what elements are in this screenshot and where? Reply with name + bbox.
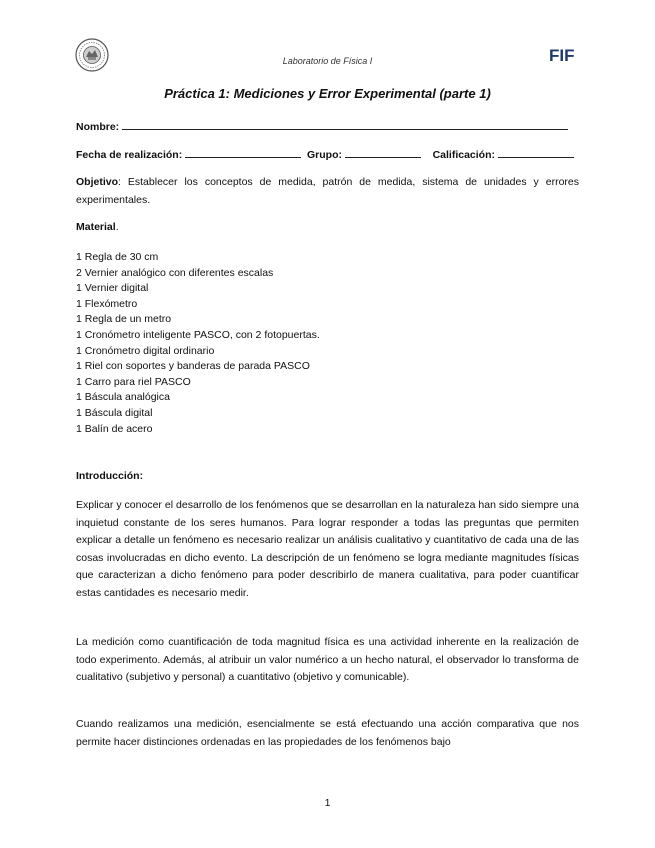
material-heading	[76, 219, 579, 237]
objetivo-paragraph	[76, 174, 579, 209]
material-item: 1 Balín de acero	[76, 422, 153, 435]
header-title: Laboratorio de Física I	[282, 56, 373, 66]
nombre-label: Nombre:	[76, 121, 120, 133]
faculty-logo	[548, 44, 580, 66]
material-label: Material	[76, 221, 116, 233]
nombre-blank	[122, 118, 568, 130]
material-label-suffix: .	[115, 221, 119, 233]
material-item: 1 Vernier digital	[76, 282, 149, 295]
introduccion-paragraph-2: La medición como cuantificación de toda magnitud física es una actividad inherente en la realización de todo experimento. Además, al atribuir un valor numérico a un hecho natural, el observador lo transforma de cualitativo (subjetivo y personal) a cuantitativo (objetivo y comunicable).	[76, 636, 579, 683]
page-header	[0, 0, 655, 80]
material-item: 1 Carro para riel PASCO	[76, 375, 191, 388]
material-item: 1 Báscula analógica	[76, 391, 170, 404]
material-item: 1 Regla de 30 cm	[76, 251, 159, 263]
fecha-blank	[185, 146, 301, 158]
calificacion-label: Calificación:	[432, 149, 496, 161]
material-item: 1 Báscula digital	[76, 406, 153, 419]
material-item: 1 Regla de un metro	[76, 313, 172, 326]
introduccion-heading: Introducción:	[76, 470, 144, 482]
nombre-field-row	[76, 118, 568, 133]
material-item: 1 Cronómetro inteligente PASCO, con 2 fotopuertas.	[76, 328, 320, 341]
material-item: 1 Riel con soportes y banderas de parada PASCO	[76, 360, 310, 373]
objetivo-text: : Establecer los conceptos de medida, patrón de medida, sistema de unidades y errores experimentales.	[76, 176, 579, 206]
fecha-grupo-calificacion-row	[76, 146, 574, 161]
university-seal-logo	[75, 38, 109, 72]
objetivo-label: Objetivo	[76, 176, 119, 188]
calificacion-blank	[498, 146, 574, 158]
introduccion-paragraph-3: Cuando realizamos una medición, esencialmente se está efectuando una acción comparativa que nos permite hacer distinciones ordenadas en las propiedades de los fenómenos bajo	[76, 718, 579, 748]
document-title: Práctica 1: Mediciones y Error Experimental (parte 1)	[164, 86, 491, 101]
material-item: 1 Flexómetro	[76, 297, 138, 310]
introduccion-paragraph-1: Explicar y conocer el desarrollo de los fenómenos que se desarrollan en la naturaleza han sido siempre una inquietud constante de los seres humanos. Para lograr responder a todas las preguntas que permiten explicar a detalle un fenómeno es necesario realizar un análisis cualitativo y cuantitativo de cada una de las cosas involucradas en dicho evento. La descripción de un fenómeno se logra mediante magnitudes físicas que caracterizan a dicho fenómeno para poder describirlo de manera cualitativa, para poder cuantificar estas cantidades es necesario medir.	[76, 499, 579, 599]
grupo-blank	[345, 146, 421, 158]
grupo-label: Grupo:	[306, 149, 342, 161]
material-item: 2 Vernier analógico con diferentes escalas	[76, 266, 274, 279]
material-list	[76, 250, 320, 437]
page-number: 1	[324, 797, 331, 809]
fecha-label: Fecha de realización:	[76, 149, 183, 161]
material-item: 1 Cronómetro digital ordinario	[76, 344, 215, 357]
faculty-logo-text: FIF	[549, 46, 575, 65]
